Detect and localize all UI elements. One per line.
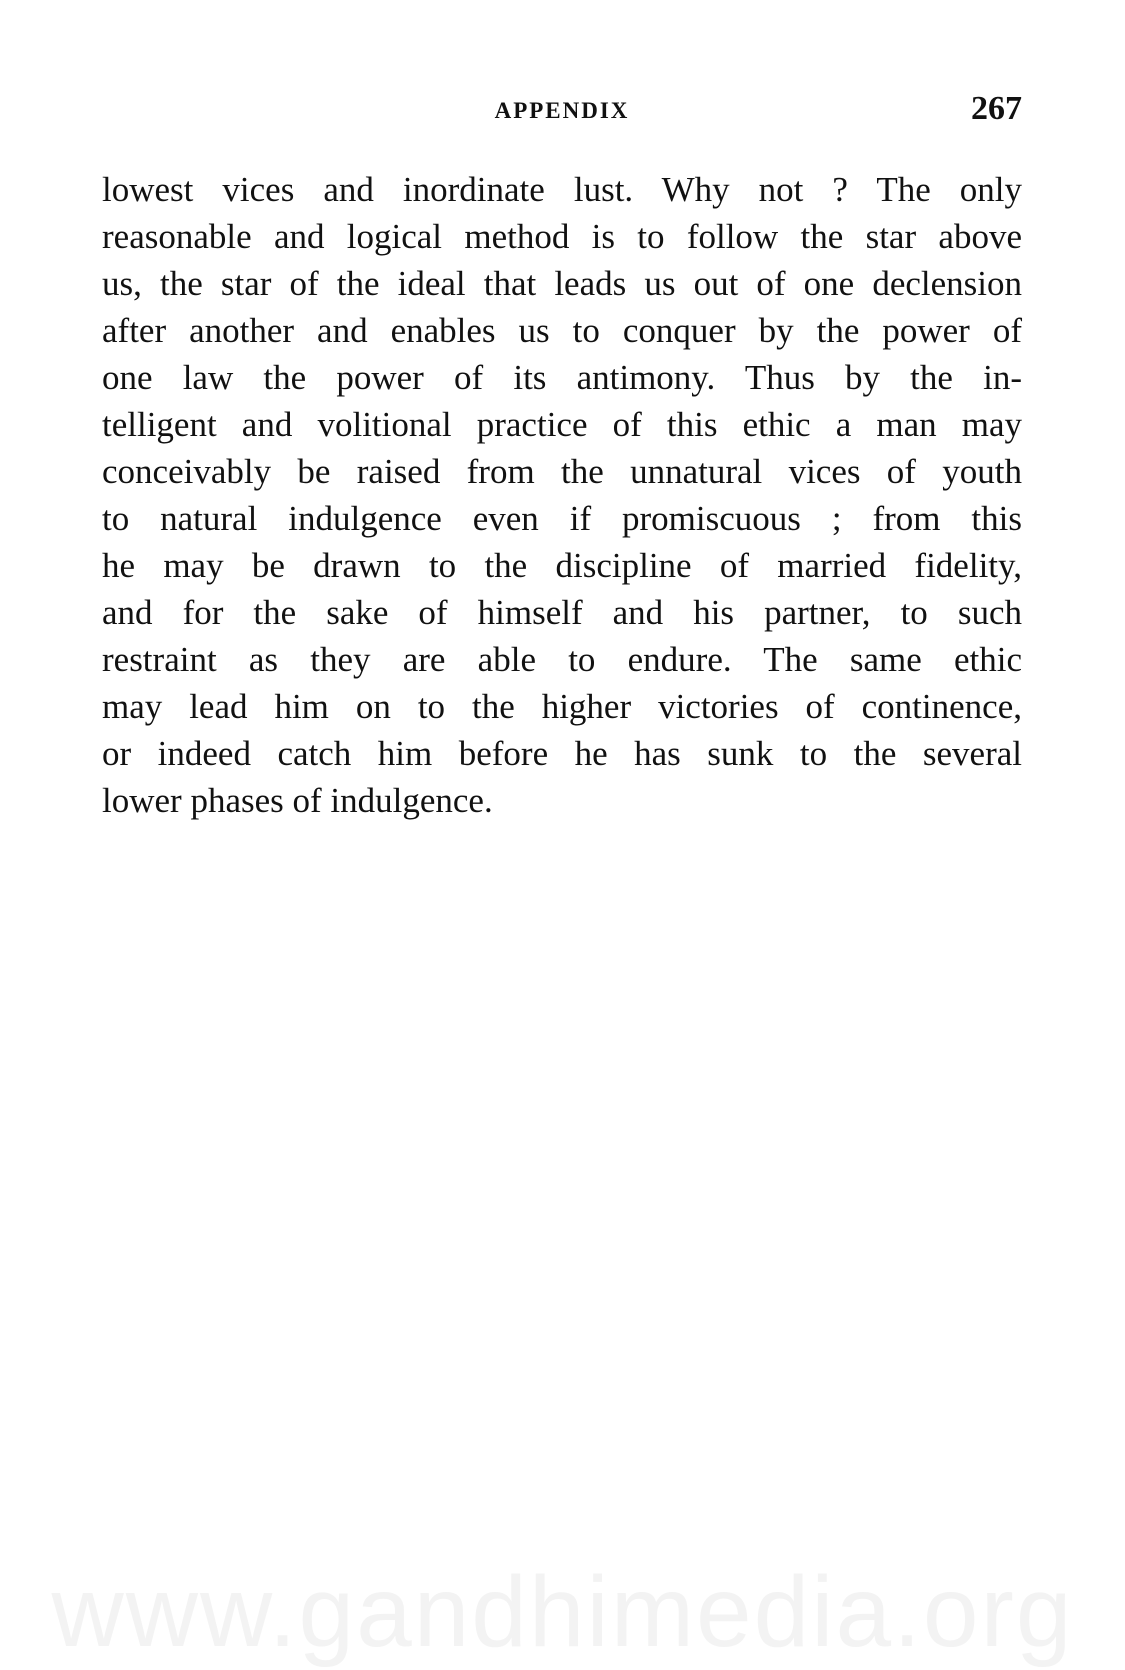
text-line: lower phases of indulgence. [102,781,493,820]
text-line: telligent and volitional practice of this ethic a man may [102,405,1022,444]
text-line: one law the power of its antimony. Thus by the in- [102,358,1022,397]
body-paragraph [102,166,1022,824]
text-line: conceivably be raised from the unnatural vices of youth [102,452,1022,491]
text-line: after another and enables us to conquer by the power of [102,311,1022,350]
text-line: and for the sake of himself and his partner, to such [102,593,1022,632]
text-line: he may be drawn to the discipline of married fidelity, [102,546,1022,585]
watermark: www.gandhimedia.org [51,1556,1074,1668]
running-title: APPENDIX [494,98,630,123]
text-line: or indeed catch him before he has sunk to the several [102,734,1022,773]
text-line: restraint as they are able to endure. The same ethic [102,640,1022,679]
text-line: reasonable and logical method is to follow the star above [102,217,1022,256]
text-line: us, the star of the ideal that leads us out of one declension [102,264,1022,303]
page-number: 267 [971,90,1022,127]
text-line: to natural indulgence even if promiscuous ; from this [102,499,1022,538]
text-line: may lead him on to the higher victories of continence, [102,687,1022,726]
text-line: lowest vices and inordinate lust. Why not ? The only [102,170,1022,209]
running-head [102,90,1022,140]
